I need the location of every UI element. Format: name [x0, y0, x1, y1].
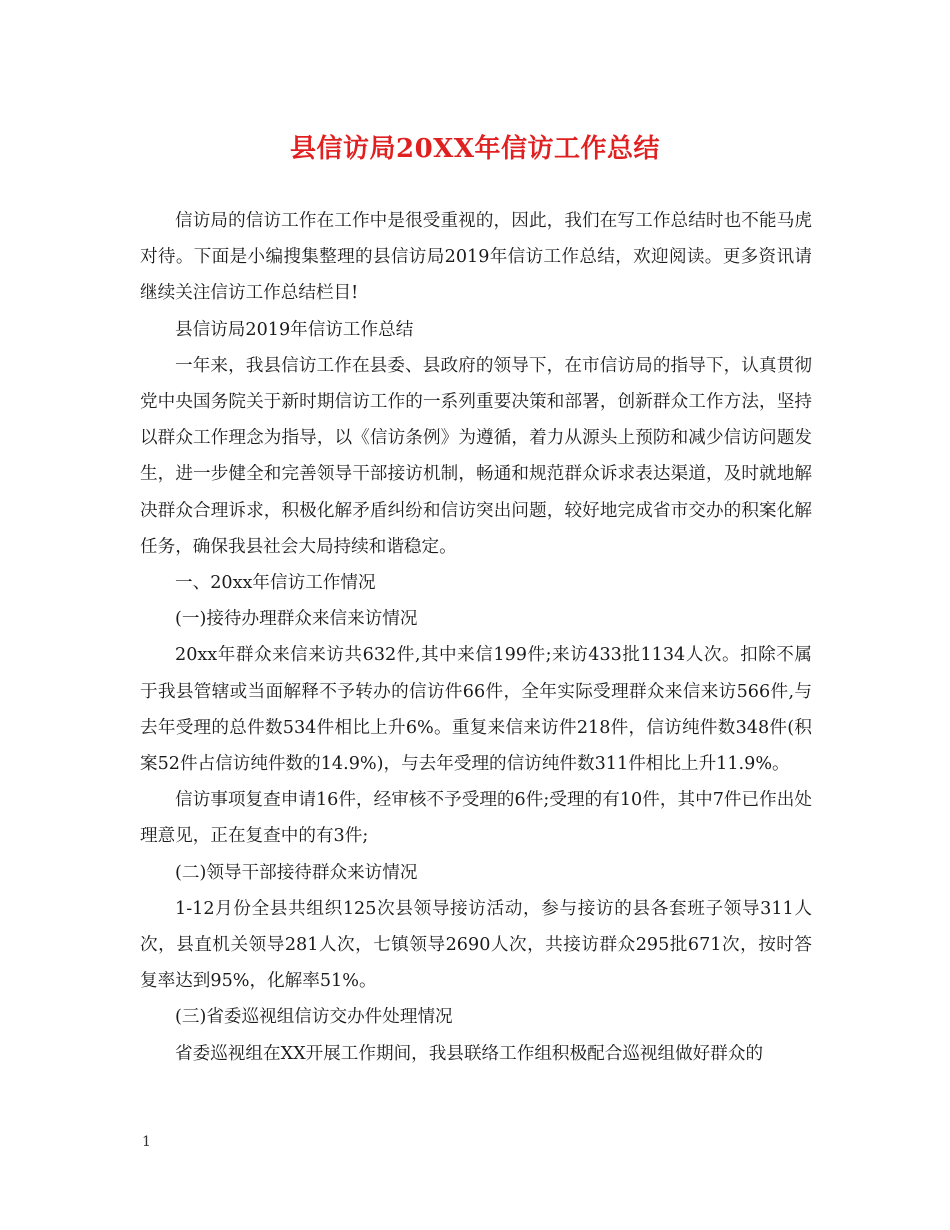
paragraph-review: 信访事项复查申请16件，经审核不予受理的6件;受理的有10件，其中7件已作出处理意见，正在复查中的有3件;	[140, 790, 812, 847]
document-body	[140, 203, 812, 1072]
paragraph-subtitle: 县信访局2019年信访工作总结	[175, 319, 414, 340]
subsection-heading-1: (一)接待办理群众来信来访情况	[175, 609, 418, 630]
subsection-heading-3: (三)省委巡视组信访交办件处理情况	[175, 1007, 453, 1028]
subsection-heading-2: (二)领导干部接待群众来访情况	[175, 862, 418, 883]
paragraph-intro: 信访局的信访工作在工作中是很受重视的，因此，我们在写工作总结时也不能马虎对待。下面是小编搜集整理的县信访局2019年信访工作总结，欢迎阅读。更多资讯请继续关注信访工作总结栏目!	[140, 211, 812, 304]
document-title: 县信访局20XX年信访工作总结	[289, 134, 661, 164]
paragraph-statistics: 20xx年群众来信来访共632件,其中来信199件;来访433批1134人次。扣除不属于我县管辖或当面解释不予转办的信访件66件，全年实际受理群众来信来访566件,与去年受理的总件数534件相比上升6%。重复来信来访件218件，信访纯件数348件(积案52件占信访纯件数的14.9%)，与去年受理的信访纯件数311件相比上升11.9%。	[140, 645, 812, 775]
paragraph-inspection: 省委巡视组在XX开展工作期间，我县联络工作组积极配合巡视组做好群众的	[175, 1043, 764, 1064]
page-number: 1	[142, 1134, 151, 1150]
paragraph-leader-visits: 1-12月份全县共组织125次县领导接访活动，参与接访的县各套班子领导311人次，县直机关领导281人次，七镇领导2690人次，共接访群众295批671次，按时答复率达到95%，化解率51%。	[140, 898, 812, 992]
paragraph-overview: 一年来，我县信访工作在县委、县政府的领导下，在市信访局的指导下，认真贯彻党中央国务院关于新时期信访工作的一系列重要决策和部署，创新群众工作方法，坚持以群众工作理念为指导，以《信访条例》为遵循，着力从源头上预防和减少信访问题发生，进一步健全和完善领导干部接访机制，畅通和规范群众诉求表达渠道，及时就地解决群众合理诉求，积极化解矛盾纠纷和信访突出问题，较好地完成省市交办的积案化解任务，确保我县社会大局持续和谐稳定。	[140, 355, 812, 557]
section-heading-1: 一、20xx年信访工作情况	[175, 573, 376, 594]
